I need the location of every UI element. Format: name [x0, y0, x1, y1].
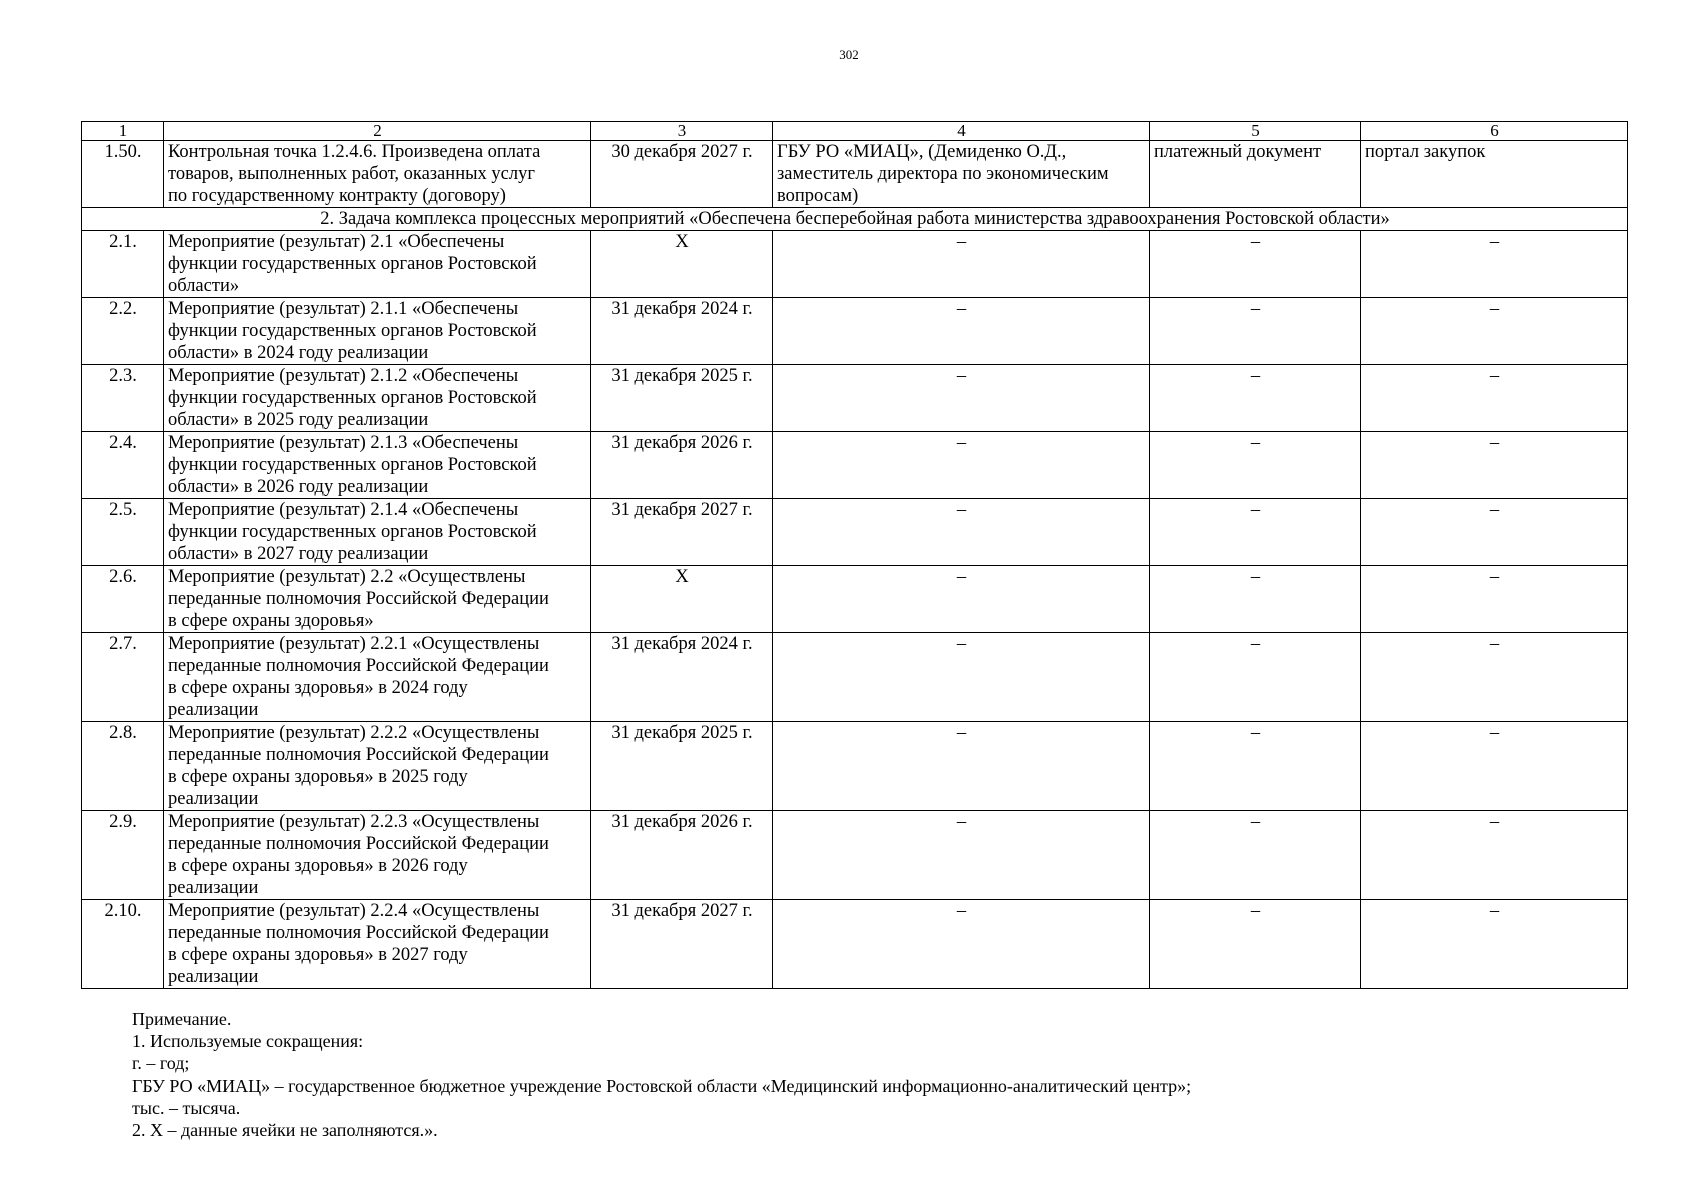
row-name-line: функции государственных органов Ростовской [168, 388, 537, 408]
row-system: – [1361, 499, 1628, 566]
row-number: 2.9. [82, 811, 164, 900]
row-responsible: – [773, 432, 1150, 499]
row-date: X [591, 231, 773, 298]
row-name-line: Мероприятие (результат) 2.1 «Обеспечены [168, 232, 505, 252]
row-name-line: Мероприятие (результат) 2.1.3 «Обеспечены [168, 433, 519, 453]
section-row [82, 208, 1628, 231]
row-responsible-line: ГБУ РО «МИАЦ», (Демиденко О.Д., [777, 142, 1067, 162]
row-document: – [1150, 722, 1361, 811]
row-responsible: – [773, 566, 1150, 633]
row-name-line: области» в 2026 году реализации [168, 477, 429, 497]
notes-line: 1. Используемые сокращения: [132, 1031, 364, 1052]
row-name-line: Мероприятие (результат) 2.2.2 «Осуществлены [168, 723, 540, 743]
row-system: – [1361, 432, 1628, 499]
row-responsible-line: вопросам) [777, 186, 859, 206]
header-cell: 6 [1361, 122, 1628, 141]
row-name [164, 566, 591, 633]
row-number: 2.6. [82, 566, 164, 633]
section-title: 2. Задача комплекса процессных мероприятий «Обеспечена бесперебойная работа министерства здравоохранения Ростовской области» [82, 208, 1628, 231]
row-name-line: переданные полномочия Российской Федерации [168, 589, 549, 609]
row-name [164, 432, 591, 499]
row-name-line: реализации [168, 789, 259, 809]
row-responsible-line: заместитель директора по экономическим [777, 164, 1109, 184]
row-number: 2.1. [82, 231, 164, 298]
row-responsible: – [773, 365, 1150, 432]
row-name [164, 722, 591, 811]
header-cell: 2 [164, 122, 591, 141]
row-number: 2.8. [82, 722, 164, 811]
row-name-line: реализации [168, 700, 259, 720]
row-date: 31 декабря 2025 г. [591, 722, 773, 811]
row-responsible: – [773, 811, 1150, 900]
row-name [164, 365, 591, 432]
row-number: 2.3. [82, 365, 164, 432]
notes-line: ГБУ РО «МИАЦ» – государственное бюджетное учреждение Ростовской области «Медицинский информационно-аналитический центр»; [132, 1075, 1192, 1096]
row-date: 31 декабря 2026 г. [591, 811, 773, 900]
row-name-line: функции государственных органов Ростовской [168, 522, 537, 542]
row-date: 31 декабря 2027 г. [591, 499, 773, 566]
row-date: 31 декабря 2024 г. [591, 298, 773, 365]
row-name [164, 633, 591, 722]
header-cell: 5 [1150, 122, 1361, 141]
row-name-line: области» [168, 276, 240, 296]
row-name-line: переданные полномочия Российской Федерации [168, 656, 549, 676]
row-name-line: переданные полномочия Российской Федерации [168, 923, 549, 943]
row-system: – [1361, 365, 1628, 432]
row-name-line: в сфере охраны здоровья» [168, 611, 374, 631]
row-number: 2.10. [82, 900, 164, 989]
row-responsible: – [773, 633, 1150, 722]
row-system: – [1361, 811, 1628, 900]
row-name-line: функции государственных органов Ростовской [168, 321, 537, 341]
row-number: 2.7. [82, 633, 164, 722]
table-row [82, 298, 1628, 365]
row-system: – [1361, 566, 1628, 633]
row-name-line: функции государственных органов Ростовской [168, 254, 537, 274]
row-system: – [1361, 231, 1628, 298]
row-name-line: области» в 2024 году реализации [168, 343, 429, 363]
table-row [82, 633, 1628, 722]
row-responsible: – [773, 900, 1150, 989]
notes-line: тыс. – тысяча. [132, 1097, 241, 1118]
row-document: платежный документ [1150, 141, 1361, 208]
notes-line: Примечание. [132, 1009, 232, 1029]
row-date: 30 декабря 2027 г. [591, 141, 773, 208]
page-number: 302 [839, 47, 859, 62]
row-system: – [1361, 722, 1628, 811]
row-document: – [1150, 566, 1361, 633]
header-cell: 3 [591, 122, 773, 141]
row-date: 31 декабря 2024 г. [591, 633, 773, 722]
row-document: – [1150, 298, 1361, 365]
row-name [164, 141, 591, 208]
row-name-line: Мероприятие (результат) 2.1.2 «Обеспечены [168, 366, 519, 386]
row-system: – [1361, 900, 1628, 989]
row-name-line: Мероприятие (результат) 2.1.4 «Обеспечены [168, 500, 519, 520]
row-name-line: в сфере охраны здоровья» в 2024 году [168, 678, 468, 698]
row-number: 1.50. [82, 141, 164, 208]
table-row [82, 141, 1628, 208]
row-name-line: реализации [168, 967, 259, 987]
row-document: – [1150, 811, 1361, 900]
row-date: 31 декабря 2025 г. [591, 365, 773, 432]
table-row [82, 811, 1628, 900]
row-system: – [1361, 633, 1628, 722]
table-row [82, 231, 1628, 298]
row-name [164, 298, 591, 365]
notes [132, 1008, 1191, 1141]
row-name-line: товаров, выполненных работ, оказанных услуг [168, 164, 535, 184]
row-name-line: переданные полномочия Российской Федерации [168, 834, 549, 854]
row-name-line: Мероприятие (результат) 2.1.1 «Обеспечены [168, 299, 519, 319]
notes-line: 2. X – данные ячейки не заполняются.». [132, 1120, 438, 1141]
row-responsible: – [773, 722, 1150, 811]
row-responsible [773, 141, 1150, 208]
row-name-line: области» в 2025 году реализации [168, 410, 429, 430]
row-name-line: Мероприятие (результат) 2.2.4 «Осуществлены [168, 901, 540, 921]
row-name-line: в сфере охраны здоровья» в 2025 году [168, 767, 468, 787]
row-name-line: Мероприятие (результат) 2.2.3 «Осуществлены [168, 812, 540, 832]
row-responsible: – [773, 298, 1150, 365]
row-name-line: Контрольная точка 1.2.4.6. Произведена оплата [168, 142, 541, 162]
row-document: – [1150, 499, 1361, 566]
row-document: – [1150, 432, 1361, 499]
row-system: портал закупок [1361, 141, 1628, 208]
table-row [82, 499, 1628, 566]
row-date: 31 декабря 2027 г. [591, 900, 773, 989]
row-date: 31 декабря 2026 г. [591, 432, 773, 499]
row-document: – [1150, 365, 1361, 432]
row-number: 2.2. [82, 298, 164, 365]
notes-line: г. – год; [132, 1053, 190, 1074]
row-name [164, 499, 591, 566]
events-table [81, 121, 1628, 989]
row-document: – [1150, 231, 1361, 298]
row-name-line: функции государственных органов Ростовской [168, 455, 537, 475]
row-name-line: Мероприятие (результат) 2.2.1 «Осуществлены [168, 634, 540, 654]
row-name [164, 811, 591, 900]
row-name-line: области» в 2027 году реализации [168, 544, 429, 564]
row-responsible: – [773, 499, 1150, 566]
row-responsible: – [773, 231, 1150, 298]
row-number: 2.4. [82, 432, 164, 499]
row-name-line: в сфере охраны здоровья» в 2026 году [168, 856, 468, 876]
row-name-line: в сфере охраны здоровья» в 2027 году [168, 945, 468, 965]
row-name-line: Мероприятие (результат) 2.2 «Осуществлены [168, 567, 526, 587]
table-row [82, 900, 1628, 989]
row-date: X [591, 566, 773, 633]
row-name-line: переданные полномочия Российской Федерации [168, 745, 549, 765]
row-document: – [1150, 633, 1361, 722]
table-row [82, 432, 1628, 499]
table-row [82, 722, 1628, 811]
row-name [164, 231, 591, 298]
header-row [82, 122, 1628, 141]
row-name-line: реализации [168, 878, 259, 898]
row-system: – [1361, 298, 1628, 365]
row-name-line: по государственному контракту (договору) [168, 186, 506, 206]
row-number: 2.5. [82, 499, 164, 566]
table-row [82, 365, 1628, 432]
table-row [82, 566, 1628, 633]
header-cell: 4 [773, 122, 1150, 141]
row-document: – [1150, 900, 1361, 989]
row-name [164, 900, 591, 989]
header-cell: 1 [82, 122, 164, 141]
